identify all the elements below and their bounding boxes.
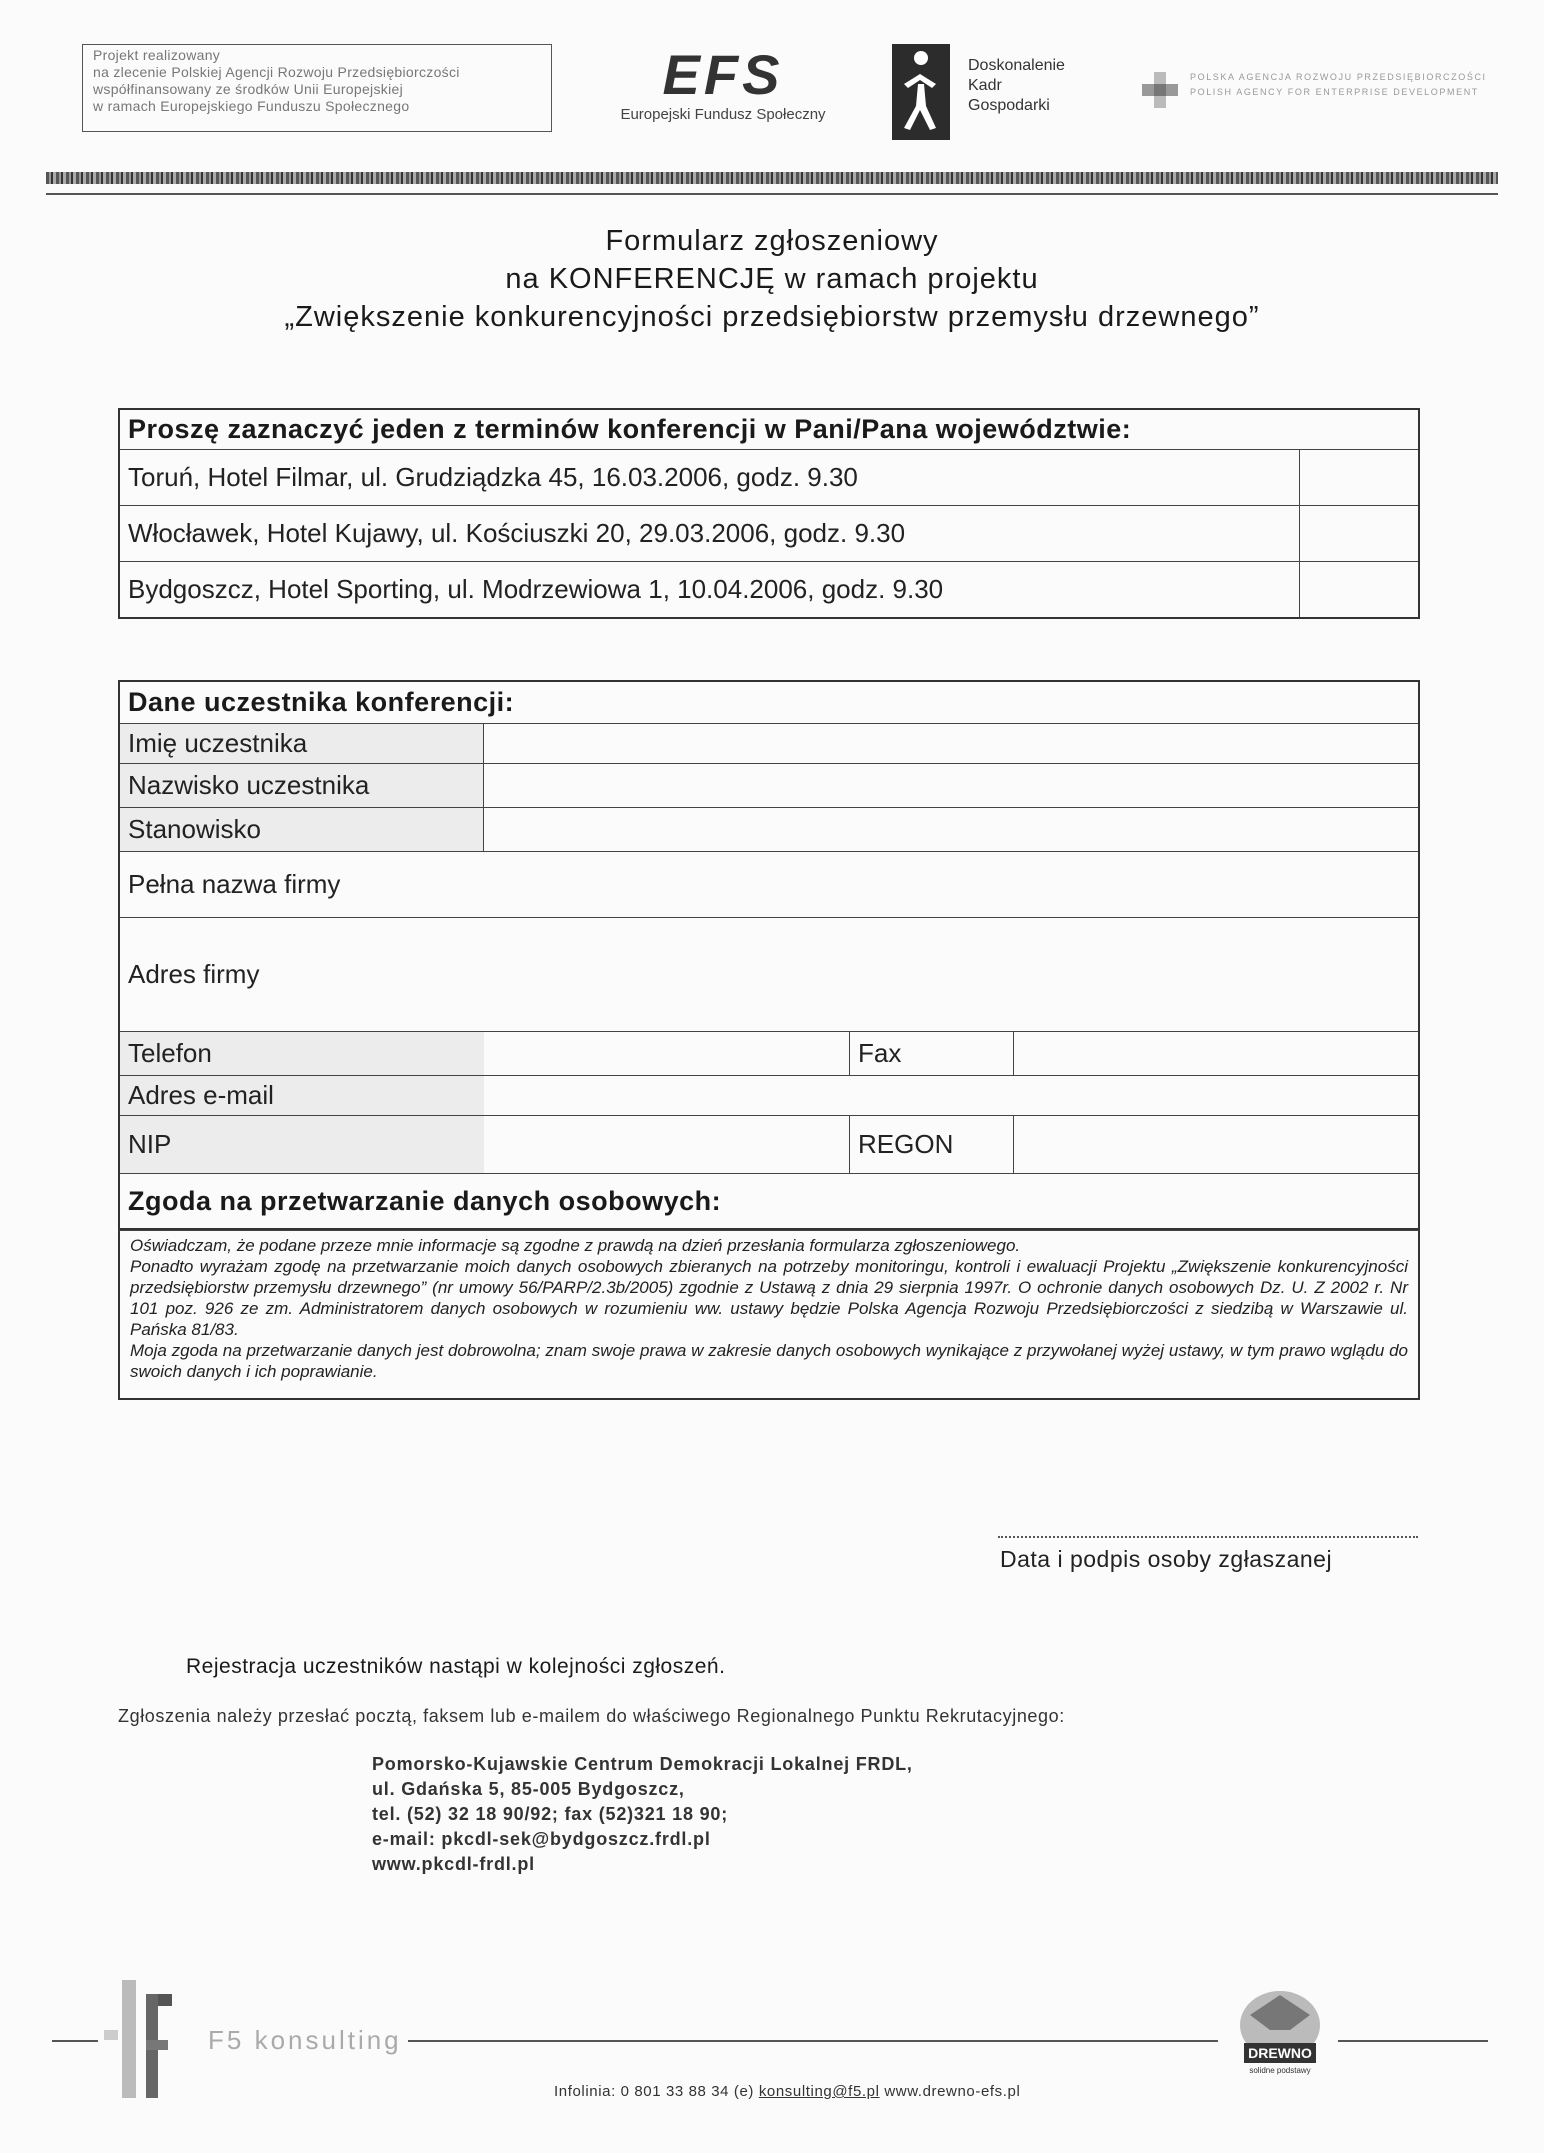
dates-heading: Proszę zaznaczyć jeden z terminów konferencji w Pani/Pana województwie: (128, 414, 1132, 444)
project-name: „Zwiększenie konkurencyjności przedsiębiorstw przemysłu drzewnego” (284, 301, 1260, 333)
footer-divider (52, 2040, 98, 2042)
consent-paragraph: Ponadto wyrażam zgodę na przetwarzanie moich danych osobowych zbieranych na potrzeby monitoringu, kontroli i ewaluacji Projektu „Zwiększenie konkurencyjności przedsiębiorstw przemysłu drzewnego” (nr umowy 56/PARP/2.3b/2005) zgodnie z Ustawą z dnia 29 sierpnia 1997r. O ochronie danych osobowych Dz. U. Z 2002 r. Nr 101 poz. 926 ze zm. Administratorem danych osobowych w rozumieniu ww. ustawy będzie Polska Agencja Rozwoju Przedsiębiorczości z siedzibą w Warszawie ul. Pańska 81/83. (130, 1257, 1408, 1339)
dkg-logo-text (968, 56, 1065, 116)
company-name-row (120, 852, 1418, 918)
position-label: Stanowisko (120, 808, 484, 851)
position-row (120, 808, 1418, 852)
dkg-line: Gospodarki (968, 97, 1050, 114)
date-option-row (120, 450, 1418, 506)
drewno-logo-text: DREWNO (1248, 2045, 1312, 2061)
nip-label: NIP (120, 1116, 484, 1173)
footer-divider (408, 2040, 1218, 2042)
consent-heading: Zgoda na przetwarzanie danych osobowych: (128, 1185, 722, 1216)
first-name-field[interactable] (484, 724, 1418, 763)
signature-line[interactable] (998, 1536, 1418, 1538)
parp-line: POLISH AGENCY FOR ENTERPRISE DEVELOPMENT (1190, 87, 1479, 97)
form-subtitle: na KONFERENCJĘ w ramach projektu (505, 263, 1039, 295)
regon-field[interactable] (1014, 1116, 1418, 1173)
consent-heading-row (120, 1174, 1418, 1228)
company-name-field[interactable] (484, 852, 1418, 917)
header-divider-line (46, 193, 1498, 195)
nip-regon-row (120, 1116, 1418, 1174)
date-option-row (120, 562, 1418, 617)
date-option-label: Toruń, Hotel Filmar, ul. Grudziądzka 45, 16.03.2006, godz. 9.30 (120, 450, 1300, 505)
last-name-label: Nazwisko uczestnika (120, 764, 484, 807)
f5-logo-icon (100, 1970, 180, 2100)
project-line: współfinansowany ze środków Unii Europejskiej (93, 81, 403, 97)
address-email[interactable]: e-mail: pkcdl-sek@bydgoszcz.frdl.pl (372, 1829, 711, 1849)
company-address-label: Adres firmy (128, 959, 260, 989)
first-name-row (120, 724, 1418, 764)
company-address-field[interactable] (484, 918, 1418, 1031)
project-line: Projekt realizowany (93, 47, 221, 63)
address-street: ul. Gdańska 5, 85-005 Bydgoszcz, (372, 1779, 685, 1799)
registration-note: Rejestracja uczestników nastąpi w kolejności zgłoszeń. (186, 1655, 726, 1678)
dkg-logo-icon (892, 44, 950, 140)
phone-fax-row (120, 1032, 1418, 1076)
consent-paragraph: Oświadczam, że podane przeze mnie informacje są zgodne z prawdą na dzień przesłania formularza zgłoszeniowego. (130, 1236, 1021, 1255)
fax-field[interactable] (1014, 1032, 1418, 1075)
company-name-label: Pełna nazwa firmy (128, 869, 341, 899)
phone-label: Telefon (120, 1032, 484, 1075)
company-address-row (120, 918, 1418, 1032)
infoline-email[interactable]: konsulting@f5.pl (758, 2083, 880, 2100)
f5-logo-text: F5 konsulting (208, 2025, 402, 2055)
footer-divider (1338, 2040, 1488, 2042)
date-option-checkbox[interactable] (1300, 562, 1418, 617)
signature-label: Data i podpis osoby zgłaszanej (1000, 1546, 1333, 1572)
participant-data-table (118, 680, 1420, 1230)
last-name-field[interactable] (484, 764, 1418, 807)
efs-logo-mark: EFS (662, 43, 784, 106)
consent-text-block (118, 1230, 1420, 1400)
drewno-logo-subtext: solidne podstawy (1249, 2066, 1311, 2075)
address-name: Pomorsko-Kujawskie Centrum Demokracji Lokalnej FRDL, (372, 1754, 913, 1774)
fax-label: Fax (850, 1032, 1014, 1075)
conference-dates-table (118, 408, 1420, 619)
consent-paragraph: Moja zgoda na przetwarzanie danych jest dobrowolna; znam swoje prawa w zakresie danych osobowych wynikające z przywołanej wyżej ustawy, w tym prawo wglądu do swoich danych i ich poprawianie. (130, 1341, 1408, 1381)
date-option-checkbox[interactable] (1300, 450, 1418, 505)
position-field[interactable] (484, 808, 1418, 851)
form-title: Formularz zgłoszeniowy (605, 225, 939, 257)
infoline-www[interactable]: www.drewno-efs.pl (884, 2083, 1021, 2100)
header-stripe-divider (46, 172, 1498, 184)
date-option-checkbox[interactable] (1300, 506, 1418, 561)
address-phone: tel. (52) 32 18 90/92; fax (52)321 18 90; (372, 1804, 728, 1824)
send-instructions: Zgłoszenia należy przesłać pocztą, faksem lub e-mailem do właściwego Regionalnego Punktu Rekrutacyjnego: (118, 1706, 1065, 1726)
date-option-row (120, 506, 1418, 562)
participant-heading: Dane uczestnika konferencji: (128, 687, 515, 717)
address-www[interactable]: www.pkcdl-frdl.pl (372, 1854, 535, 1874)
project-line: w ramach Europejskiego Funduszu Społecznego (93, 98, 410, 114)
last-name-row (120, 764, 1418, 808)
recruitment-point-address (372, 1752, 913, 1877)
regon-label: REGON (850, 1116, 1014, 1173)
participant-heading-row (120, 682, 1418, 724)
parp-logo-icon (1140, 70, 1180, 110)
project-info-box (82, 44, 552, 132)
date-option-label: Bydgoszcz, Hotel Sporting, ul. Modrzewiowa 1, 10.04.2006, godz. 9.30 (120, 562, 1300, 617)
efs-logo (618, 43, 828, 123)
infoline (554, 2083, 1020, 2100)
dates-table-header (120, 410, 1418, 450)
dkg-line: Kadr (968, 77, 1002, 94)
date-option-label: Włocławek, Hotel Kujawy, ul. Kościuszki 20, 29.03.2006, godz. 9.30 (120, 506, 1300, 561)
email-row (120, 1076, 1418, 1116)
project-line: na zlecenie Polskiej Agencji Rozwoju Przedsiębiorczości (93, 64, 460, 80)
efs-caption: Europejski Fundusz Społeczny (620, 106, 826, 123)
email-label: Adres e-mail (120, 1076, 484, 1115)
parp-line: POLSKA AGENCJA ROZWOJU PRZEDSIĘBIORCZOŚCI (1190, 72, 1487, 82)
nip-field[interactable] (484, 1116, 850, 1173)
phone-field[interactable] (484, 1032, 850, 1075)
first-name-label: Imię uczestnika (120, 724, 484, 763)
infoline-label: Infolinia: 0 801 33 88 34 (e) (554, 2083, 755, 2100)
parp-logo-text (1190, 70, 1487, 100)
dkg-line: Doskonalenie (968, 57, 1065, 74)
email-field[interactable] (484, 1076, 1418, 1115)
drewno-logo (1230, 1985, 1330, 2085)
